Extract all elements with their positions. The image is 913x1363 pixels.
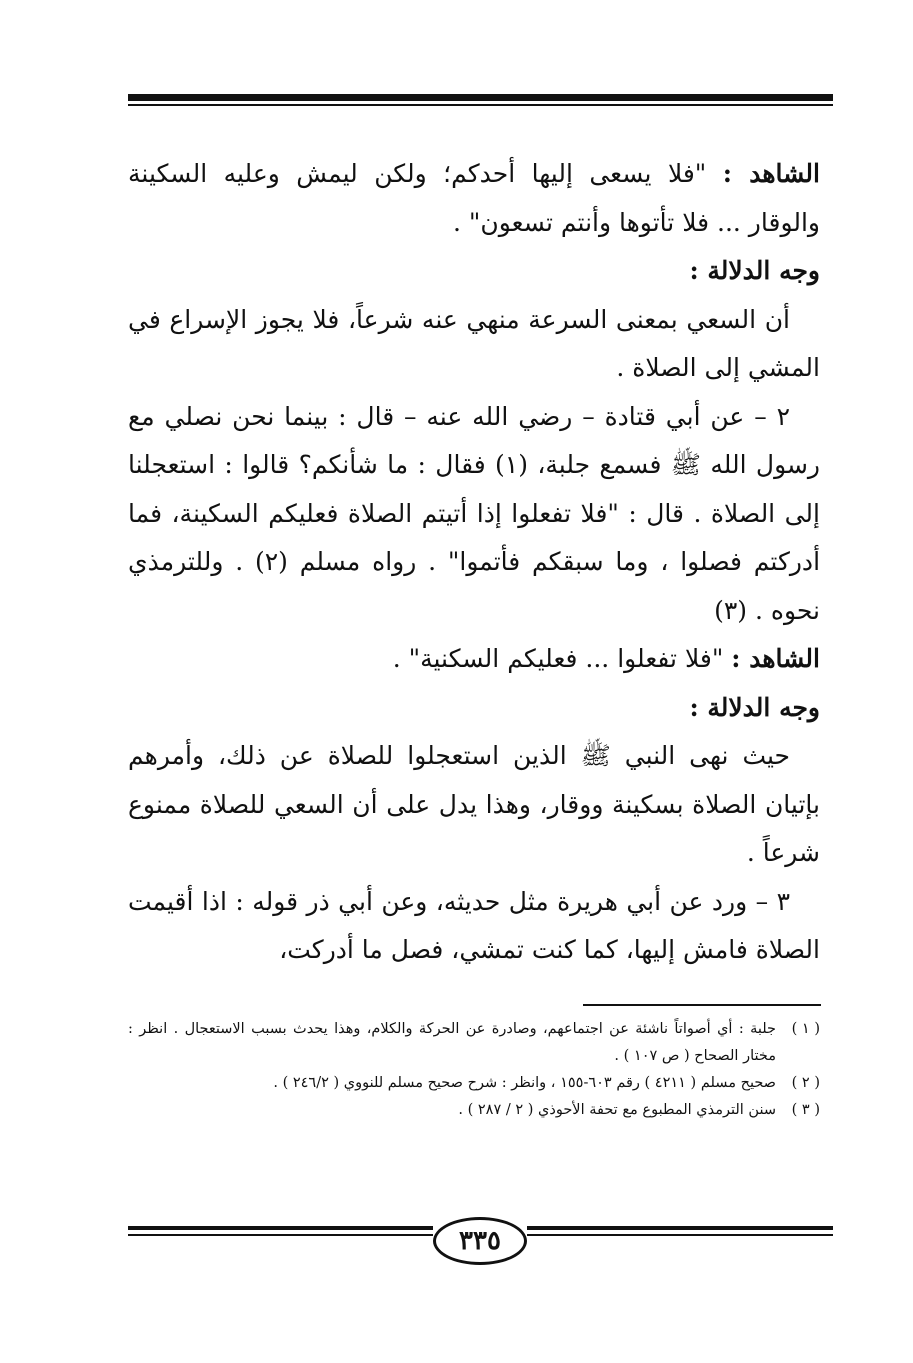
top-rule-thin xyxy=(128,104,833,106)
top-rule xyxy=(128,94,833,106)
paragraph-evidence-2 xyxy=(128,635,820,684)
paragraph-hadith-3: ٣ – ورد عن أبي هريرة مثل حديثه، وعن أبي ذر قوله : اذا أقيمت الصلاة فامش إليها، كما كنت تمشي، فصل ما أدركت، xyxy=(128,886,820,964)
footnote-1 xyxy=(128,1016,820,1070)
page-number: ٣٣٥ xyxy=(433,1217,527,1265)
footnote-text: سنن الترمذي المطبوع مع تحفة الأحوذي ( ٢ / ٢٨٧ ) . xyxy=(458,1102,776,1118)
paragraph-evidence-1 xyxy=(128,150,820,247)
main-text xyxy=(128,150,820,975)
footnotes xyxy=(128,1016,820,1124)
page-footer xyxy=(128,1214,833,1264)
heading-indication-2: وجه الدلالة : xyxy=(689,692,820,722)
evidence-label-1: الشاهد : xyxy=(722,159,820,188)
footnote-3 xyxy=(128,1097,820,1124)
evidence-text-2: "فلا تفعلوا ... فعليكم السكنية" . xyxy=(392,644,732,673)
top-rule-thick xyxy=(128,94,833,101)
footnote-separator xyxy=(583,1004,821,1006)
evidence-text-1: "فلا يسعى إليها أحدكم؛ ولكن ليمش وعليه السكينة والوقار ... فلا تأتوها وأنتم تسعون" . xyxy=(128,159,820,237)
footnote-2 xyxy=(128,1070,820,1097)
paragraph-indication-1: أن السعي بمعنى السرعة منهي عنه شرعاً، فلا يجوز الإسراع في المشي إلى الصلاة . xyxy=(128,304,820,382)
footnote-text: صحيح مسلم ( ٤٢١١ ) رقم ٦٠٣-١٥٥ ، وانظر : شرح صحيح مسلم للنووي ( ٢٤٦/٢ ) . xyxy=(273,1075,776,1091)
footnote-number: ( ١ ) xyxy=(791,1021,820,1037)
footer-rule-left-thick xyxy=(128,1226,433,1230)
footer-rule-right-thick xyxy=(527,1226,833,1230)
footnote-number: ( ٢ ) xyxy=(791,1075,820,1091)
footnote-text: جلبة : أي أصواتاً ناشئة عن اجتماعهم، وصادرة عن الحركة والكلام، وهذا يحدث بسبب الاستعجال . انظر : مختار الصحاح ( ص ١٠٧ ) . xyxy=(128,1021,776,1064)
footer-rule-left-thin xyxy=(128,1234,433,1236)
evidence-label-2: الشاهد : xyxy=(731,644,820,673)
footnote-number: ( ٣ ) xyxy=(791,1102,820,1118)
heading-indication-1: وجه الدلالة : xyxy=(689,256,820,285)
footer-rule-right-thin xyxy=(527,1234,833,1236)
paragraph-hadith-2: ٢ – عن أبي قتادة – رضي الله عنه – قال : بينما نحن نصلي مع رسول الله ﷺ فسمع جلبة، (١) فقال : ما شأنكم؟ قالوا : استعجلنا إلى الصلاة . قال : "فلا تفعلوا إذا أتيتم الصلاة فعليكم السكينة، فما أدركتم فصلوا ، وما سبقكم فأتموا" . رواه مسلم (٢) . وللترمذي نحوه . (٣) xyxy=(128,401,821,625)
paragraph-indication-2: حيث نهى النبي ﷺ الذين استعجلوا للصلاة عن ذلك، وأمرهم بإتيان الصلاة بسكينة ووقار، وهذا يدل على أن السعي للصلاة ممنوع شرعاً . xyxy=(128,741,820,867)
